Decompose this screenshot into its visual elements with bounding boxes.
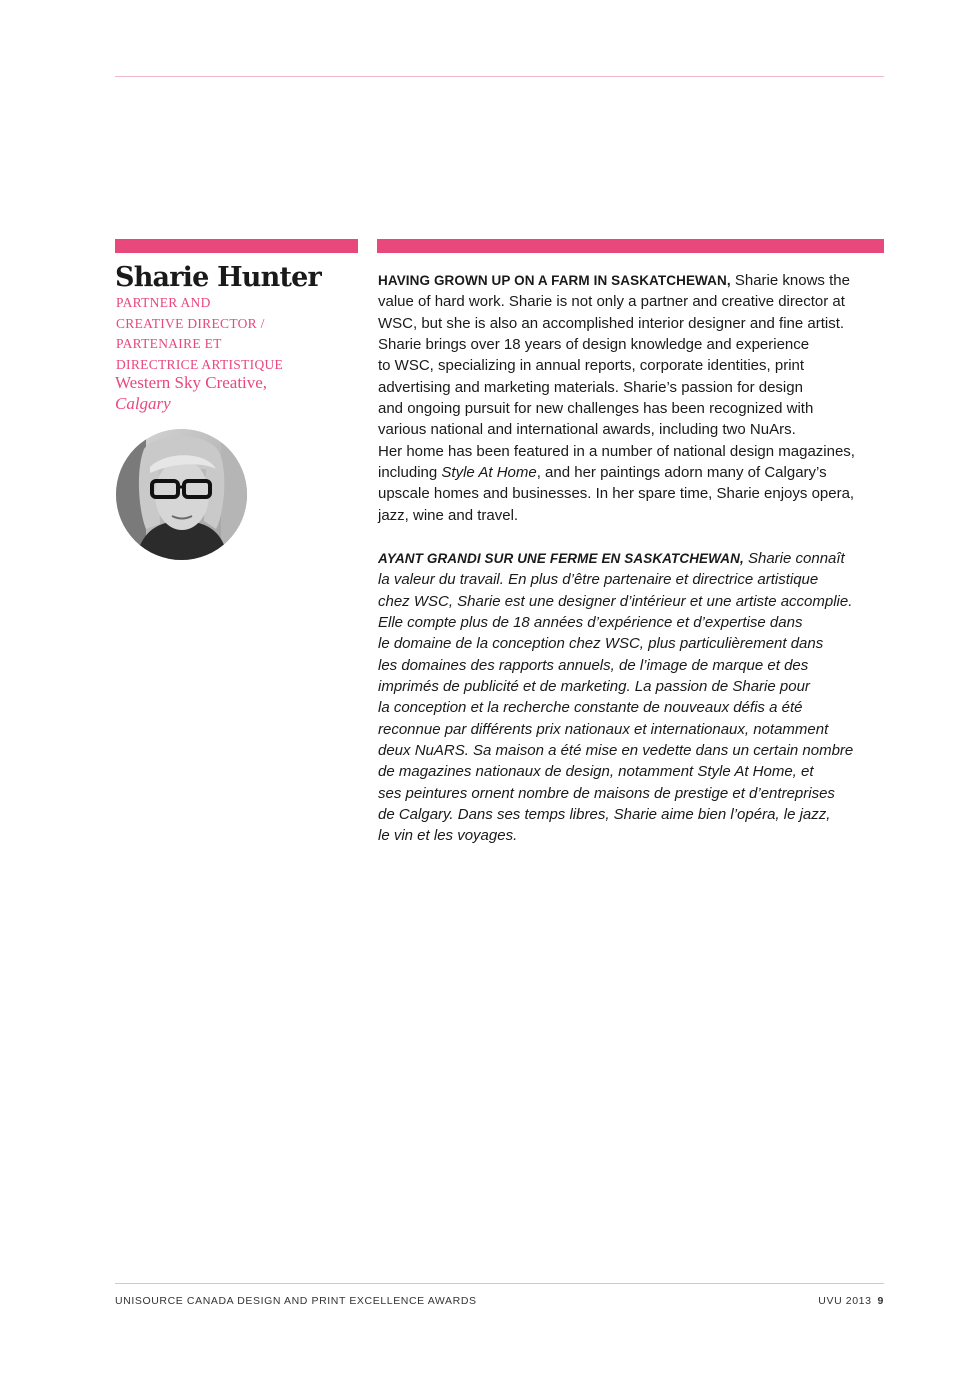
role-line: CREATIVE DIRECTOR / (116, 315, 265, 331)
bio-line: value of hard work. Sharie is not only a partner and creative director at (378, 293, 845, 311)
footer-edition: UVU 2013 (818, 1295, 872, 1307)
bio-first-line (378, 270, 888, 291)
bio-line: WSC, but she is also an accomplished interior designer and fine artist. (378, 314, 845, 332)
bio-line: jazz, wine and travel. (378, 506, 519, 524)
profile-company (115, 372, 355, 414)
bio-fr-line: le vin et les voyages. (378, 827, 518, 845)
bio-line: upscale homes and businesses. In her spare time, Sharie enjoys opera, (378, 485, 855, 503)
portrait-illustration (116, 429, 247, 560)
bio-fr-line: de magazines nationaux de design, notamment Style At Home, et (378, 763, 814, 781)
bio-fr-line: imprimés de publicité et de marketing. La passion de Sharie pour (378, 678, 810, 696)
role-line: PARTNER AND (116, 295, 211, 310)
bio-line-magazine (378, 462, 888, 483)
company-name: Western Sky Creative, (115, 373, 268, 392)
bio-lead: HAVING GROWN UP ON A FARM IN SASKATCHEWAN, (378, 273, 731, 288)
bio-french (378, 548, 888, 847)
bio-lead-rest: Sharie knows the (730, 272, 850, 289)
bio-line: Sharie brings over 18 years of design knowledge and experience (378, 336, 810, 354)
bio-fr-line: la valeur du travail. En plus d’être partenaire et directrice artistique (378, 571, 819, 589)
portrait-photo (116, 429, 247, 560)
bio-line: Her home has been featured in a number of national design magazines, (378, 442, 855, 460)
bio-fr-line: le domaine de la conception chez WSC, plus particulièrement dans (378, 635, 824, 653)
bio-fr-line: ses peintures ornent nombre de maisons de prestige et d’entreprises (378, 784, 835, 802)
footer-publication: UNISOURCE CANADA DESIGN AND PRINT EXCELLENCE AWARDS (115, 1295, 477, 1307)
bio-fr-line: la conception et la recherche constante de nouveaux défis a été (378, 699, 803, 717)
accent-bar-left (115, 239, 358, 253)
page-number: 9 (877, 1295, 884, 1307)
role-line: DIRECTRICE ARTISTIQUE (116, 356, 284, 372)
magazine-title: Style At Home (441, 464, 537, 482)
bio-fr-line: reconnue par différents prix nationaux et internationaux, notamment (378, 720, 829, 738)
profile-name: Sharie Hunter (115, 262, 321, 293)
profile-roles (116, 293, 356, 375)
bio-fr-line: deux NuARS. Sa maison a été mise en vedette dans un certain nombre (378, 742, 854, 760)
company-city: Calgary (115, 394, 171, 413)
bio-line: various national and international awards, including two NuArs. (378, 421, 796, 439)
top-rule (115, 76, 884, 77)
role-line: PARTENAIRE ET (116, 336, 222, 351)
bio-fr-lead: AYANT GRANDI SUR UNE FERME EN SASKATCHEWAN, (378, 551, 744, 566)
bio-line: advertising and marketing materials. Sharie’s passion for design (378, 378, 803, 396)
footer-issue (818, 1295, 884, 1307)
accent-bar-right (377, 239, 884, 253)
bio-fr-line: les domaines des rapports annuels, de l’image de marque et des (378, 656, 809, 674)
bio-fr-line: chez WSC, Sharie est une designer d’intérieur et une artiste accomplie. (378, 592, 853, 610)
bio-fr-lead-rest: Sharie connaît (743, 550, 845, 567)
bio-line: and ongoing pursuit for new challenges has been recognized with (378, 400, 814, 418)
bio-text: , and her paintings adorn many of Calgary’s (536, 464, 827, 482)
bio-fr-line: de Calgary. Dans ses temps libres, Sharie aime bien l’opéra, le jazz, (378, 806, 831, 824)
bio-fr-line: Elle compte plus de 18 années d’expérience et d’expertise dans (378, 614, 803, 632)
bio-fr-first-line (378, 548, 888, 569)
bio-english (378, 270, 888, 526)
bottom-rule (115, 1283, 884, 1284)
bio-line: to WSC, specializing in annual reports, corporate identities, print (378, 357, 805, 375)
bio-text: including (378, 464, 442, 482)
